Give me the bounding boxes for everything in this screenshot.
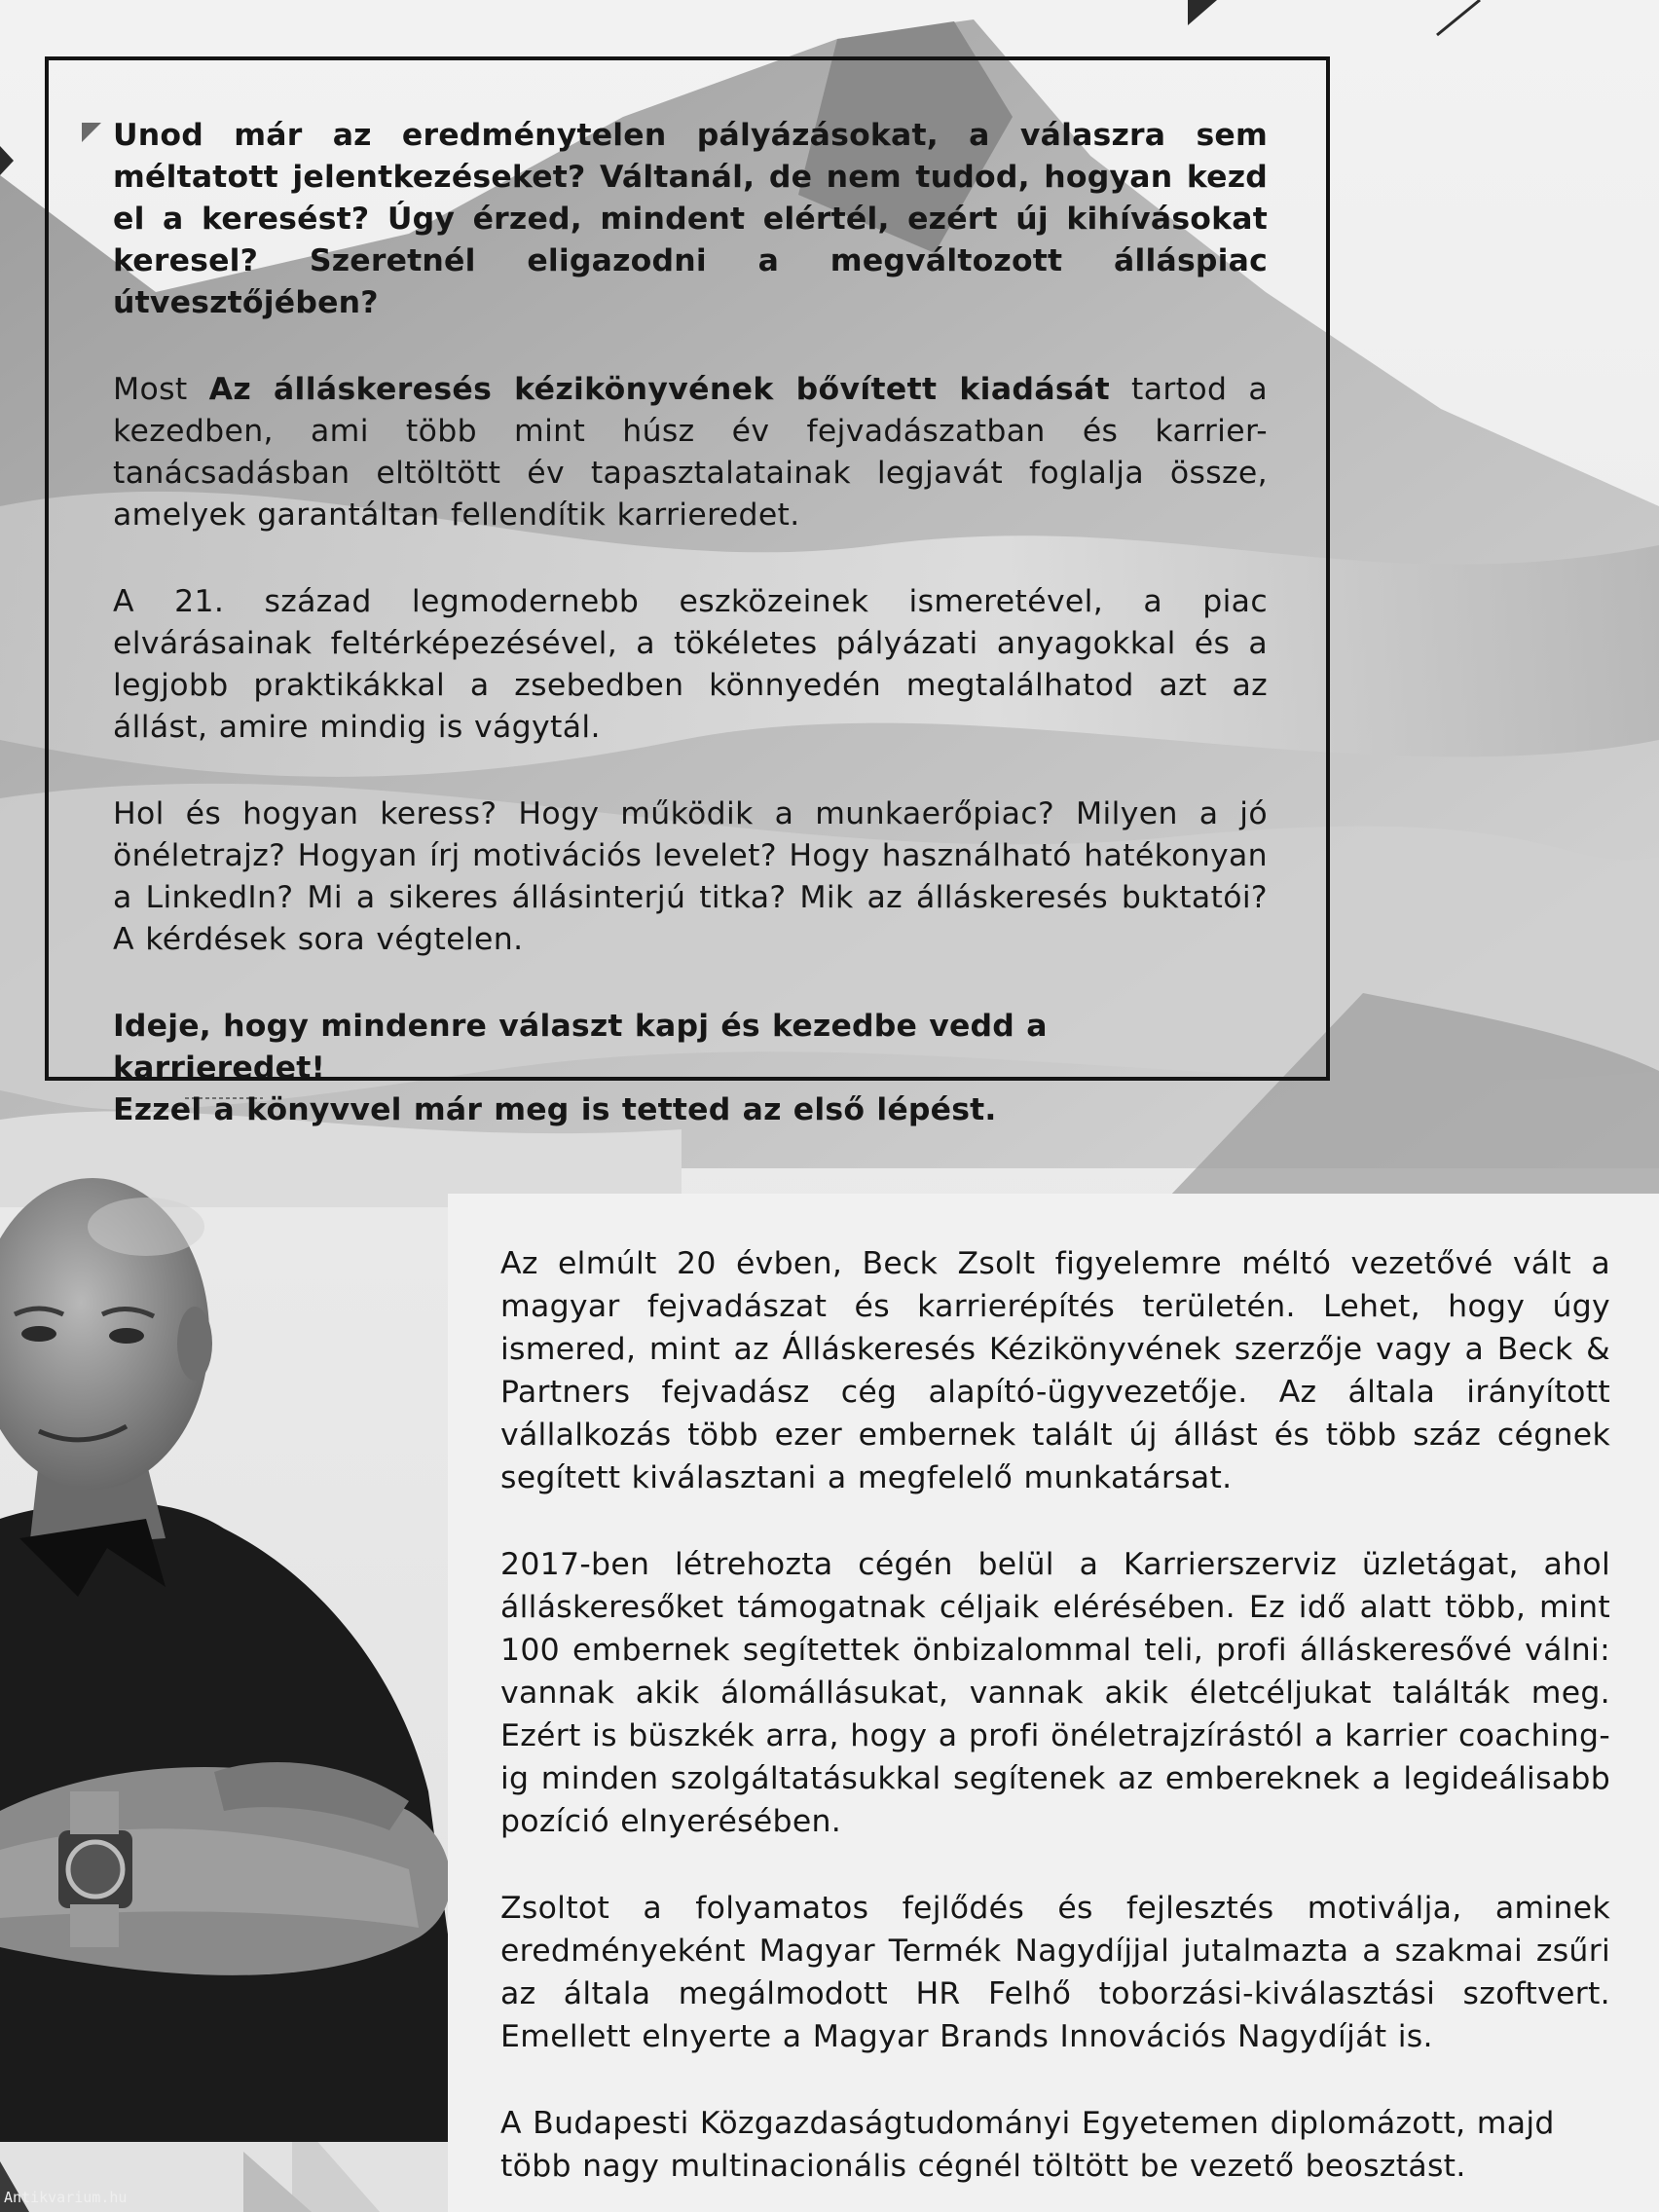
bio-paragraph-2: 2017-ben létrehozta cégén belül a Karrierszerviz üzletágat, ahol álláskeresőket támogatnak céljaik elérésében. Ez idő alatt több, mint 100 embernek segítettek önbizalommal teli, profi álláskeresővé válni: vannak akik álomállásukat, vannak akik életcéljukat találták meg. Ezért is büszkék arra, hogy a profi önéletrajzírástól a karrier coaching-ig minden szolgáltatásukkal segítenek az embereknek a legideálisabb pozíció elnyerésében. xyxy=(500,1547,1610,1839)
corner-triangle-icon xyxy=(82,123,103,144)
bio-paragraph-1: Az elmúlt 20 évben, Beck Zsolt figyelemre méltó vezetővé vált a magyar fejvadászat és karrierépítés területén. Lehet, hogy úgy ismered, mint az Álláskeresés Kézikönyvének szerzője vagy a Beck & Partners fejvadász cég alapító-ügyvezetője. Az általa irányított vállalkozás több ezer embernek talált új állást és több száz cégnek segített kiválasztani a megfelelő munkatársat. xyxy=(500,1246,1610,1495)
blurb-box xyxy=(45,56,1330,1127)
book-description-paragraph xyxy=(113,369,1268,536)
book-title-bold: Az álláskeresés kézikönyvének bővített kiadását xyxy=(208,372,1111,407)
author-bio-box xyxy=(448,1194,1659,2212)
questions-paragraph: Hol és hogyan keress? Hogy működik a munkaerőpiac? Milyen a jó önéletrajz? Hogyan írj motivációs levelet? Hogy használható hatékonyan a LinkedIn? Mi a sikeres állásinterjú titka? Mik az álláskeresés buktatói? A kérdések sora végtelen. xyxy=(113,796,1268,957)
closing-line-1: Ideje, hogy mindenre választ kapj és kezedbe vedd a karrieredet! xyxy=(113,1009,1048,1086)
benefits-paragraph: A 21. század legmodernebb eszközeinek ismeretével, a piac elvárásainak feltérképezésével, a tökéletes pályázati anyagokkal és a legjobb praktikákkal a zsebedben könnyedén megtalálhatod azt az állást, amire mindig is vágytál. xyxy=(113,584,1268,745)
closing-paragraph xyxy=(113,1006,1268,1131)
watermark: Antikvarium.hu xyxy=(4,2189,128,2206)
description-prefix: Most xyxy=(113,372,209,407)
author-portrait xyxy=(0,1168,506,2142)
bio-paragraph-4: A Budapesti Közgazdaságtudományi Egyetemen diplomázott, majd több nagy multinacionális cégnél töltött be vezető beosztást. xyxy=(500,2106,1555,2184)
bio-paragraph-3: Zsoltot a folyamatos fejlődés és fejlesztés motiválja, aminek eredményeként Magyar Termék Nagydíjjal jutalmazta a szakmai zsűri az általa megálmodott HR Felhő toborzási-kiválasztási szoftvert. Emellett elnyerte a Magyar Brands Innovációs Nagydíját is. xyxy=(500,1891,1610,2054)
intro-question-paragraph: Unod már az eredménytelen pályázásokat, a válaszra sem méltatott jelentkezéseket? Váltanál, de nem tudod, hogyan kezd el a keresést? Úgy érzed, mindent elértél, ezért új kihívásokat keresel? Szeretnél eligazodni a megváltozott álláspiac útvesztőjében? xyxy=(113,118,1268,320)
closing-line-2: Ezzel a könyvvel már meg is tetted az első lépést. xyxy=(113,1092,997,1127)
description-rest: tartod a kezedben, ami több mint húsz év fejvadászatban és karrier-tanácsadásban eltöltött év tapasztalatainak legjavát foglalja össze, amelyek garantáltan fellendítik karrieredet. xyxy=(113,372,1268,533)
